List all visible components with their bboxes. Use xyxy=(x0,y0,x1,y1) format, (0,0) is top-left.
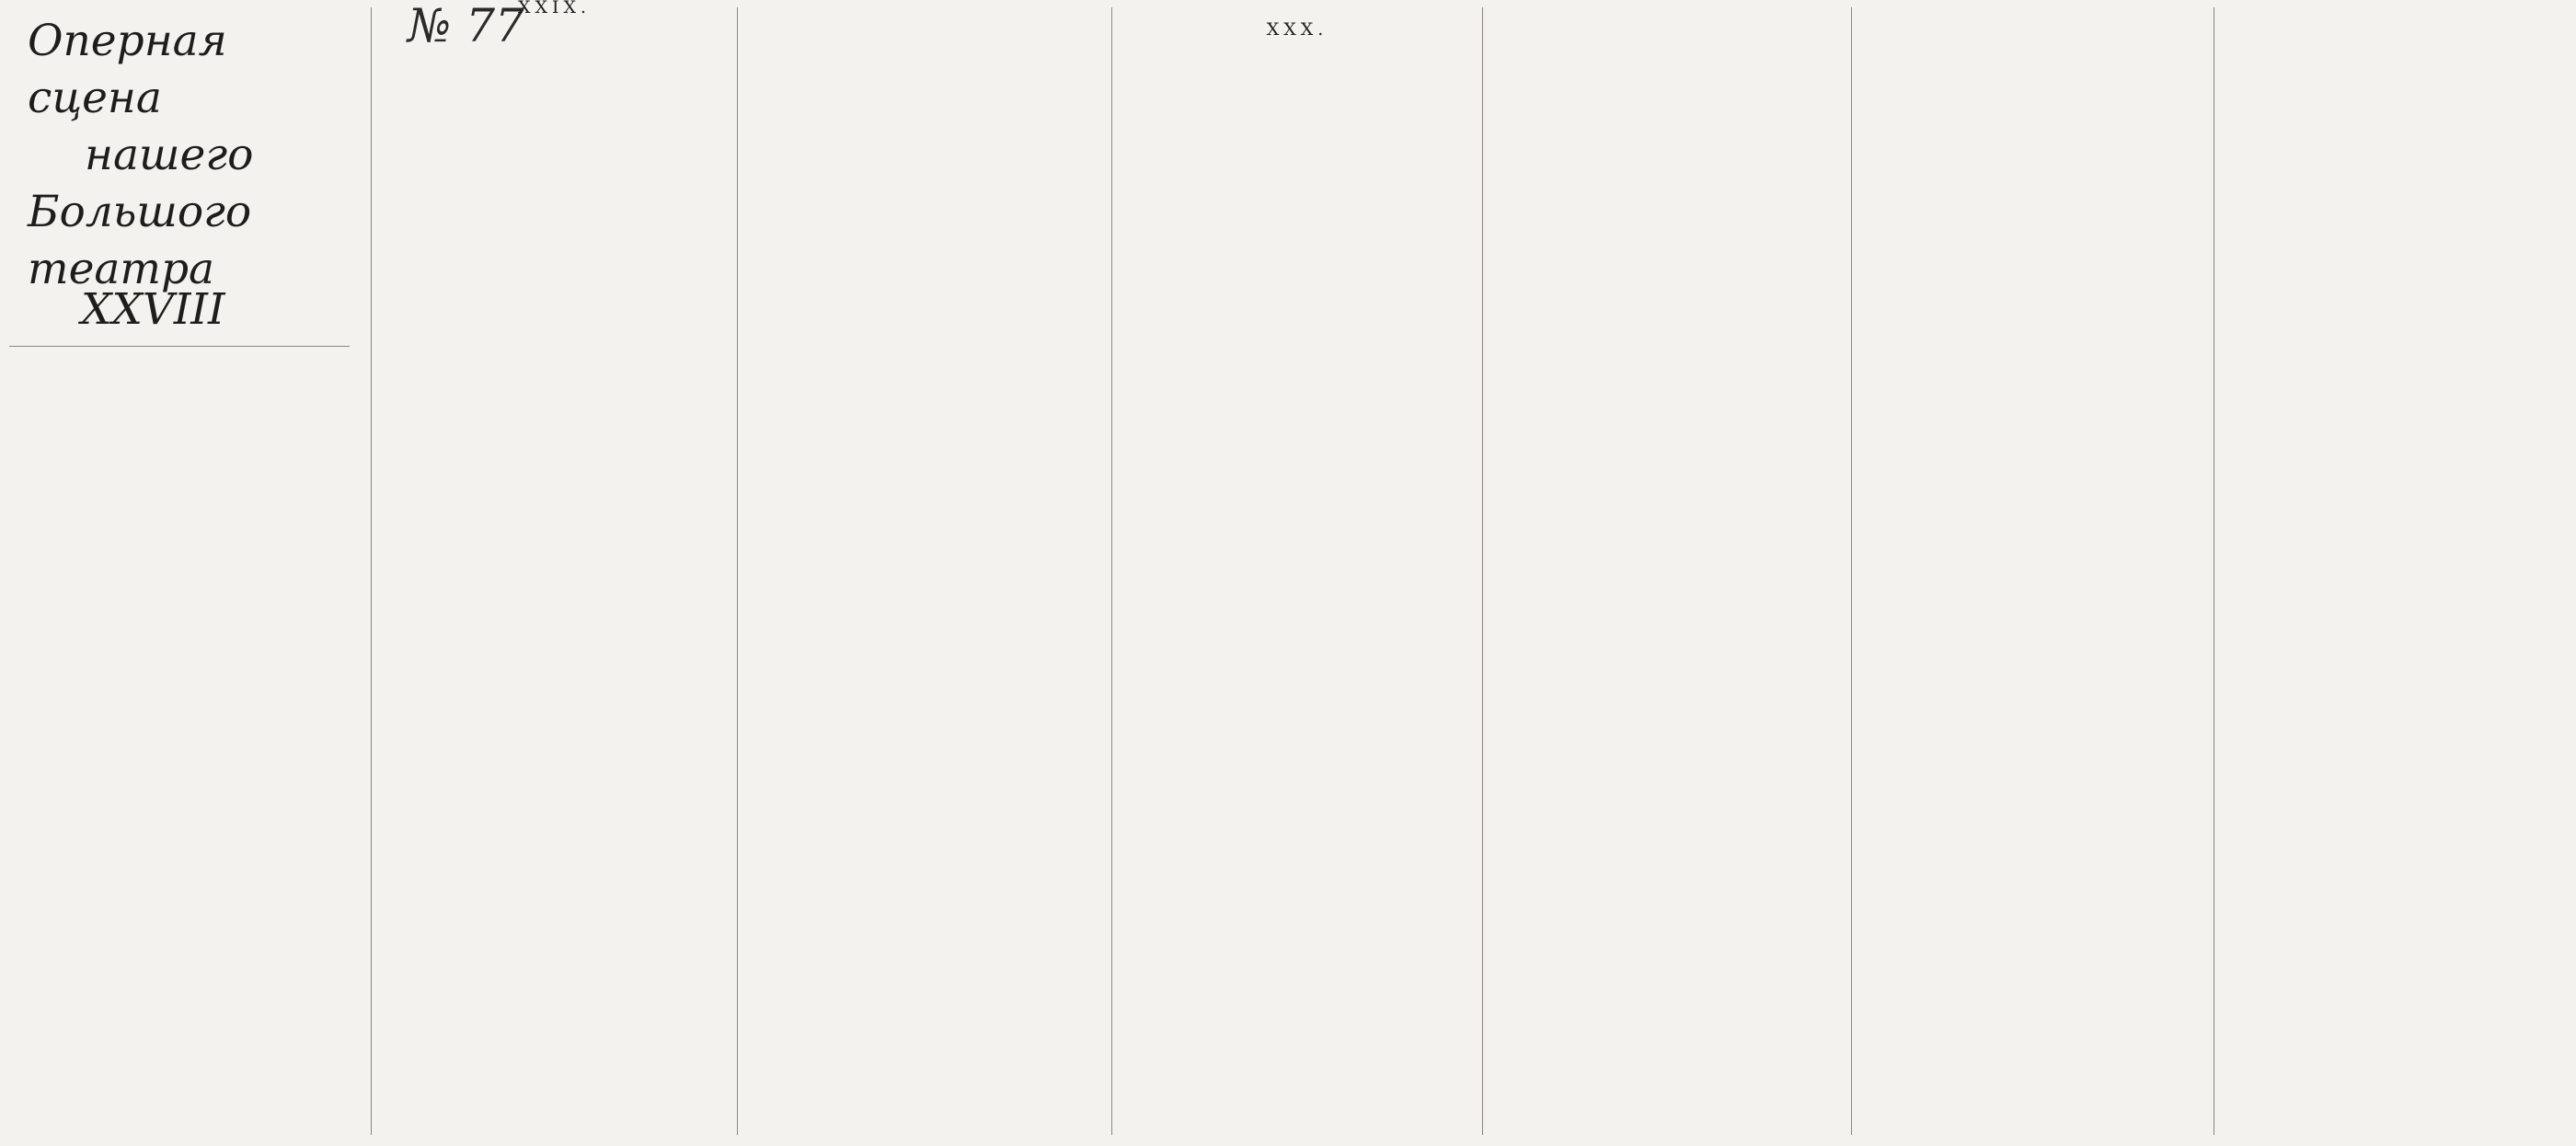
column-5 xyxy=(1482,7,1851,1135)
column-6 xyxy=(1851,7,2214,1135)
title-line: нашего xyxy=(85,130,254,180)
column-2 xyxy=(371,0,737,1135)
column-3 xyxy=(737,7,1111,1135)
handwritten-number: XXVIII xyxy=(81,284,225,335)
handwritten-title xyxy=(9,7,350,298)
column-4 xyxy=(1111,7,1482,1135)
title-line: Большого театра xyxy=(28,187,252,294)
section-number: XXX. xyxy=(1266,19,1328,40)
section-number: XXIX. xyxy=(517,0,592,17)
column-1 xyxy=(0,7,359,1135)
title-line: Оперная сцена xyxy=(28,16,227,123)
page-mark: № 77 xyxy=(408,0,524,52)
column-7 xyxy=(2214,7,2576,1135)
footnote xyxy=(9,346,350,352)
